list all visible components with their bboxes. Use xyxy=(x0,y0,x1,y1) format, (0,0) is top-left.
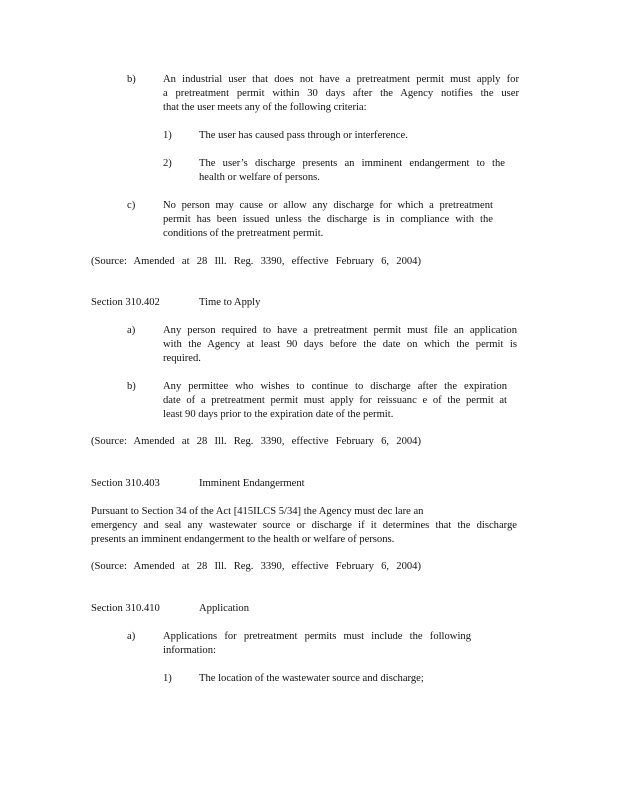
text-line: The user’s discharge presents an imminent endangerment to the xyxy=(199,158,505,169)
text-line: The user has caused pass through or interference. xyxy=(199,130,408,141)
paragraph-label: a) xyxy=(127,325,136,336)
subitem-label: 2) xyxy=(163,158,172,169)
section-title: Application xyxy=(199,603,250,614)
section-title-403 xyxy=(199,477,305,491)
subitem-text xyxy=(199,157,505,185)
subitem-label: 1) xyxy=(163,673,172,684)
text-line: health or welfare of persons. xyxy=(199,172,320,183)
source-note xyxy=(91,560,421,574)
text-line: with the Agency at least 90 days before the date on which the permit is xyxy=(163,339,517,350)
text-line: conditions of the pretreatment permit. xyxy=(163,228,324,239)
section-number: Section 310.402 xyxy=(91,297,160,308)
paragraph-label: b) xyxy=(127,381,136,392)
paragraph-label: c) xyxy=(127,200,136,211)
source-text: (Source: Amended at 28 Ill. Reg. 3390, effective February 6, 2004) xyxy=(91,561,421,572)
source-note xyxy=(91,255,421,269)
paragraph-label: a) xyxy=(127,631,136,642)
paragraph-text xyxy=(163,380,507,422)
section-heading-410 xyxy=(91,602,160,616)
text-line: required. xyxy=(163,353,201,364)
section-title-410 xyxy=(199,602,249,616)
subitem-text xyxy=(199,129,509,143)
section-heading-403 xyxy=(91,477,160,491)
section-heading-402 xyxy=(91,296,160,310)
text-line: presents an imminent endangerment to the health or welfare of persons. xyxy=(91,534,395,545)
section-title: Time to Apply xyxy=(199,297,261,308)
paragraph-text xyxy=(163,73,519,115)
source-note xyxy=(91,435,421,449)
text-line: a pretreatment permit within 30 days after the Agency notifies the user xyxy=(163,88,519,99)
source-text: (Source: Amended at 28 Ill. Reg. 3390, effective February 6, 2004) xyxy=(91,436,421,447)
text-line: The location of the wastewater source and discharge; xyxy=(199,673,424,684)
paragraph-403 xyxy=(91,505,517,547)
paragraph-text xyxy=(163,199,493,241)
source-text: (Source: Amended at 28 Ill. Reg. 3390, effective February 6, 2004) xyxy=(91,256,421,267)
text-line: emergency and seal any wastewater source or discharge if it determines that the discharge xyxy=(91,520,517,531)
text-line: permit has been issued unless the discharge is in compliance with the xyxy=(163,214,493,225)
text-line: information: xyxy=(163,645,216,656)
paragraph-text xyxy=(163,630,471,658)
text-line: No person may cause or allow any discharge for which a pretreatment xyxy=(163,200,493,211)
paragraph-text xyxy=(163,324,517,366)
text-line: Pursuant to Section 34 of the Act [415ILCS 5/34] the Agency must dec lare an xyxy=(91,506,424,517)
section-number: Section 310.410 xyxy=(91,603,160,614)
text-line: An industrial user that does not have a pretreatment permit must apply for xyxy=(163,74,519,85)
text-line: date of a pretreatment permit must apply for reissuanc e of the permit at xyxy=(163,395,507,406)
text-line: that the user meets any of the following criteria: xyxy=(163,102,367,113)
text-line: Applications for pretreatment permits must include the following xyxy=(163,631,471,642)
text-line: Any person required to have a pretreatment permit must file an application xyxy=(163,325,517,336)
paragraph-label: b) xyxy=(127,74,136,85)
section-title: Imminent Endangerment xyxy=(199,478,305,489)
section-number: Section 310.403 xyxy=(91,478,160,489)
subitem-text xyxy=(199,672,459,686)
section-title-402 xyxy=(199,296,260,310)
subitem-label: 1) xyxy=(163,130,172,141)
text-line: Any permittee who wishes to continue to discharge after the expiration xyxy=(163,381,507,392)
text-line: least 90 days prior to the expiration date of the permit. xyxy=(163,409,394,420)
